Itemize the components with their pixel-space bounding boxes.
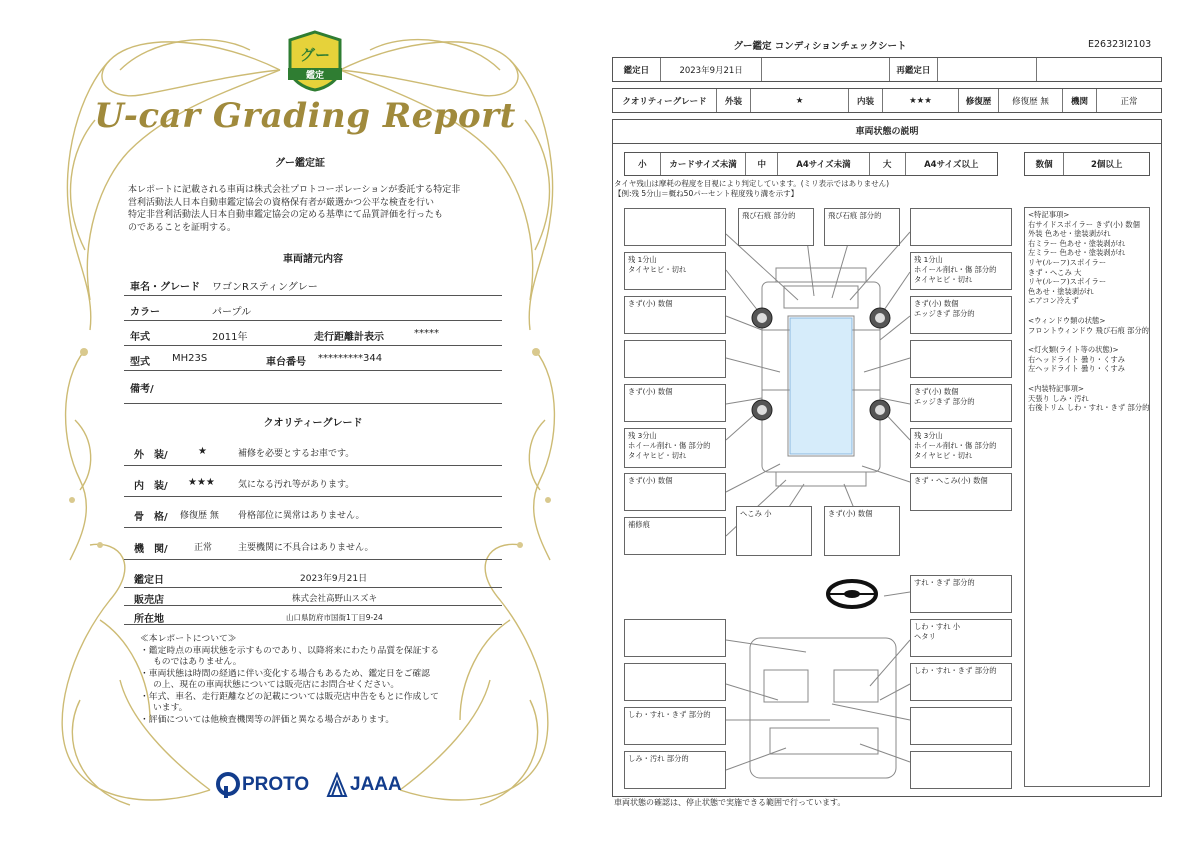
cond-box-left-6 — [624, 428, 726, 468]
car-color: パープル — [212, 307, 252, 318]
spec-row-remarks — [124, 374, 502, 404]
quality-desc: 補修を必要とするお車です。 — [238, 449, 355, 459]
cond-box-front-mid-left — [738, 208, 814, 246]
cond-box-left-4 — [624, 340, 726, 378]
tire-note-line: タイヤ残山は摩耗の程度を目視により判定しています。(ミリ表示ではありません) — [614, 179, 890, 188]
condition-text: きず(小) 数個 — [628, 387, 673, 396]
car-model: MH23S — [172, 353, 208, 364]
quality-row-engine — [124, 532, 502, 560]
condition-text: 右後トリム しわ・すれ・きず 部分的 — [1028, 403, 1150, 413]
cond-box-int-right-4 — [910, 707, 1012, 745]
count-label: 数個 — [1025, 153, 1064, 175]
body-line: 特定非営利活動法人日本自動車鑑定協会の定める基準にて品質評価を行ったも — [128, 210, 444, 220]
cond-box-int-left-2 — [624, 663, 726, 701]
condition-text: 残 1分山 — [914, 255, 943, 264]
condition-text: きず(小) 数個 — [628, 476, 673, 485]
quality-desc: 骨格部位に異常はありません。 — [238, 511, 365, 521]
cond-box-int-right-3 — [910, 663, 1012, 701]
exterior-label: 外装 — [717, 89, 751, 112]
quality-row-exterior — [124, 438, 502, 466]
proto-logo-icon — [216, 772, 240, 798]
color-label: カラー — [130, 307, 160, 318]
goo-badge-icon — [286, 30, 344, 92]
report-script-title: U-car Grading Report — [94, 96, 516, 136]
car-name: ワゴンRスティングレー — [212, 282, 318, 293]
condition-text: きず(小) 数個 — [828, 509, 873, 518]
condition-text: しわ・すれ 小 — [914, 622, 961, 631]
rear-bumper — [776, 472, 866, 486]
year-label: 年式 — [130, 332, 150, 343]
cond-box-int-left-1 — [624, 619, 726, 657]
quality-grade: ★★★ — [188, 477, 215, 488]
size-large-label: 大 — [870, 153, 906, 175]
regrading-date-label: 再鑑定日 — [890, 58, 938, 81]
size-mid-desc: A4サイズ未満 — [778, 153, 870, 175]
condition-text: きず・へこみ(小) 数個 — [914, 476, 988, 485]
condition-text: 飛び石痕 部分的 — [828, 211, 882, 220]
car-year: 2011年 — [212, 332, 248, 343]
dealer-name: 株式会社高野山スズキ — [292, 594, 378, 604]
cond-box-left-3 — [624, 296, 726, 334]
note-item: ・車両状態は時間の経過に伴い変化する場合もあるため、鑑定日をご確認 の上、現在の車両状態については販売店にお問合せください。 — [140, 668, 430, 690]
quality-heading: クオリティーグレード — [263, 418, 363, 429]
front-seat-right — [834, 670, 878, 702]
date-label: 鑑定日 — [613, 58, 661, 81]
condition-text: 右ミラー 色あせ・塗装剥がれ — [1028, 238, 1126, 248]
size-small-desc: カードサイズ未満 — [661, 153, 747, 175]
note-item: ・評価については他検査機関等の評価と異なる場合があります。 — [140, 714, 395, 725]
condition-text: タイヤヒビ・切れ — [914, 275, 973, 284]
address-label: 所在地 — [134, 614, 164, 625]
quality-label: 骨 格/ — [134, 512, 168, 523]
condition-text: へこみ 小 — [740, 509, 772, 518]
condition-text: しわ・すれ・きず 部分的 — [914, 666, 997, 675]
proto-logo-text: PROTO — [242, 774, 310, 795]
condition-text: タイヤヒビ・切れ — [628, 265, 687, 274]
cond-box-front-mid-right — [824, 208, 900, 246]
quality-label: クオリティーグレード — [613, 89, 717, 112]
grading-date: 2023年9月21日 — [300, 574, 368, 584]
spec-row-color — [124, 297, 502, 321]
cond-box-int-right-5 — [910, 751, 1012, 789]
info-row-date — [124, 566, 502, 588]
info-row-dealer — [124, 588, 502, 606]
condition-text: しわ・すれ・きず 部分的 — [628, 710, 711, 719]
spec-row-name — [124, 272, 502, 296]
cond-box-int-right-2 — [910, 619, 1012, 657]
certificate-body — [128, 184, 498, 234]
notes-title: ≪本レポートについて≫ — [140, 634, 237, 644]
condition-text: 残 3分山 — [628, 431, 657, 440]
remarks-label: 備考/ — [130, 384, 154, 395]
cond-box-left-7 — [624, 473, 726, 511]
condition-text: フロントウィンドウ 飛び石痕 部分的 — [1028, 325, 1149, 335]
condition-text: <ウィンドウ類の状態> — [1028, 315, 1106, 325]
state-heading: 車両状態の説明 — [613, 120, 1161, 144]
interior-label: 内装 — [849, 89, 883, 112]
info-row-address — [124, 607, 502, 625]
cond-box-right-6 — [910, 428, 1012, 468]
special-group-interior — [1028, 383, 1150, 413]
spec-row-year — [124, 322, 502, 346]
quality-label: 外 装/ — [134, 450, 168, 461]
condition-text: 外装 色あせ・塗装剥がれ — [1028, 229, 1111, 239]
name-label: 車名・グレード — [130, 282, 200, 293]
condition-text: しみ・汚れ 部分的 — [628, 754, 689, 763]
condition-check-sheet — [600, 0, 1200, 848]
condition-text: リヤ(ルーフ)スポイラー — [1028, 277, 1107, 287]
report-notes — [140, 634, 490, 726]
special-group-general — [1028, 210, 1146, 306]
condition-text: 飛び石痕 部分的 — [742, 211, 796, 220]
size-mid-label: 中 — [746, 153, 778, 175]
dealer-label: 販売店 — [134, 595, 164, 606]
interior-outline — [750, 638, 896, 778]
condition-text: 左ミラー 色あせ・塗装剥がれ — [1028, 248, 1126, 258]
special-group-windows — [1028, 315, 1149, 335]
certificate-title: グー鑑定証 — [275, 158, 325, 169]
car-chassis: *********344 — [318, 353, 383, 364]
quality-grade: ★ — [198, 446, 207, 457]
note-item: ・年式、車名、走行距離などの記載については販売店申告をもとに作成して います。 — [140, 691, 439, 713]
condition-text: エアコン冷えず — [1028, 296, 1079, 306]
condition-text: 補修痕 — [628, 520, 650, 529]
condition-text: リヤ(ルーフ)スポイラー — [1028, 257, 1107, 267]
condition-text: <特記事項> — [1028, 210, 1070, 219]
footer-logos — [216, 770, 416, 802]
engine-value: 正常 — [1120, 96, 1138, 107]
badge-line2: 鑑定 — [305, 71, 325, 81]
quality-desc: 気になる汚れ等があります。 — [238, 480, 355, 490]
cond-box-front-left — [624, 208, 726, 246]
engine-label: 機関 — [1063, 89, 1097, 112]
mileage-label: 走行距離計表示 — [314, 332, 384, 343]
quality-desc: 主要機関に不具合はありません。 — [238, 543, 374, 553]
cond-box-int-right-1 — [910, 575, 1012, 613]
exterior-grade: ★ — [751, 89, 849, 112]
condition-text: ホイール削れ・傷 部分的 — [914, 265, 997, 274]
steering-wheel-icon — [828, 581, 876, 607]
condition-text: きず(小) 数個 — [914, 387, 959, 396]
cond-box-left-5 — [624, 384, 726, 422]
cond-box-int-left-3 — [624, 707, 726, 745]
condition-text: すれ・きず 部分的 — [914, 578, 975, 587]
cond-box-left-8 — [624, 517, 726, 555]
cond-box-right-4 — [910, 340, 1012, 378]
interior-grade: ★★★ — [883, 89, 959, 112]
note-item: ・鑑定時点の車両状態を示すものであり、以降将来にわたり品質を保証する ものではありません。 — [140, 645, 440, 667]
condition-text: ホイール削れ・傷 部分的 — [628, 441, 711, 450]
sheet-footer-note: 車両状態の確認は、停止状態で実施できる範囲で行っています。 — [614, 798, 846, 807]
model-label: 型式 — [130, 357, 150, 368]
condition-text: エッジきず 部分的 — [914, 309, 975, 318]
cond-box-rear-mid-right — [824, 506, 900, 556]
cond-box-front-right — [910, 208, 1012, 246]
body-line: 営利活動法人日本自動車鑑定協会の資格保有者が厳選かつ公平な検査を行い — [128, 197, 435, 208]
jaaa-logo-text: JAAA — [350, 774, 402, 795]
condition-text: タイヤヒビ・切れ — [914, 451, 973, 460]
special-group-lights — [1028, 345, 1146, 374]
grading-date: 2023年9月21日 — [661, 58, 763, 81]
size-large-desc: A4サイズ以上 — [924, 160, 979, 170]
condition-text: 右サイドスポイラー きず(小) 数個 — [1028, 219, 1140, 229]
condition-text: 左ヘッドライト 曇り・くすみ — [1028, 364, 1125, 374]
cond-box-right-3 — [910, 296, 1012, 334]
spec-row-model — [124, 347, 502, 371]
cond-box-rear-mid-left — [736, 506, 812, 556]
quality-label: 機 関/ — [134, 544, 168, 555]
condition-text: 色あせ・塗装剥がれ — [1028, 286, 1094, 296]
quality-label: 内 装/ — [134, 481, 168, 492]
tire-note-line: 【例:残 5分山＝概ね50パーセント程度残り溝を示す】 — [614, 189, 799, 198]
condition-text: きず(小) 数個 — [628, 299, 673, 308]
repair-value: 修復歴 無 — [999, 89, 1063, 112]
condition-text: きず(小) 数個 — [914, 299, 959, 308]
quality-row-frame — [124, 500, 502, 528]
condition-text: 残 3分山 — [914, 431, 943, 440]
condition-text: タイヤヒビ・切れ — [628, 451, 687, 460]
front-bumper — [776, 268, 866, 282]
condition-text: きず・へこみ 大 — [1028, 267, 1082, 277]
condition-text: 右ヘッドライト 曇り・くすみ — [1028, 354, 1125, 364]
condition-text: ヘタリ — [914, 632, 936, 641]
repair-label: 修復歴 — [959, 89, 999, 112]
condition-text: <内装特記事項> — [1028, 383, 1085, 393]
condition-text: 残 1分山 — [628, 255, 657, 264]
dealer-address: 山口県防府市国衙1丁目9-24 — [286, 613, 383, 622]
condition-text: 天張り しみ・汚れ — [1028, 393, 1089, 403]
jaaa-logo-icon — [326, 772, 348, 798]
date-label: 鑑定日 — [134, 575, 164, 586]
cond-box-right-5 — [910, 384, 1012, 422]
glass-area — [790, 318, 852, 454]
body-line: 本レポートに記載される車両は株式会社プロトコーポレーションが委託する特定非 — [128, 185, 461, 195]
cond-box-right-2 — [910, 252, 1012, 290]
sheet-title: グー鑑定 コンディションチェックシート — [733, 41, 907, 52]
rear-seat — [770, 728, 878, 754]
quality-grade: 正常 — [194, 543, 213, 553]
sheet-code: E26323I2103 — [1088, 39, 1152, 50]
cond-box-right-7 — [910, 473, 1012, 511]
condition-text: エッジきず 部分的 — [914, 397, 975, 406]
condition-text: <灯火類(ライト等の状態)> — [1028, 345, 1119, 355]
body-line: のであることを証明する。 — [128, 222, 237, 233]
chassis-label: 車台番号 — [266, 357, 306, 368]
special-notes-box — [1024, 207, 1150, 787]
size-small-label: 小 — [625, 153, 661, 175]
car-mileage: ***** — [414, 328, 439, 339]
cond-box-int-left-4 — [624, 751, 726, 789]
quality-grade: 修復歴 無 — [180, 511, 219, 521]
quality-row-interior — [124, 469, 502, 497]
condition-text: ホイール削れ・傷 部分的 — [914, 441, 997, 450]
badge-line1: グー — [299, 46, 331, 64]
specs-heading: 車両諸元内容 — [283, 254, 343, 265]
cond-box-left-2 — [624, 252, 726, 290]
count-desc: 2個以上 — [1090, 160, 1123, 170]
